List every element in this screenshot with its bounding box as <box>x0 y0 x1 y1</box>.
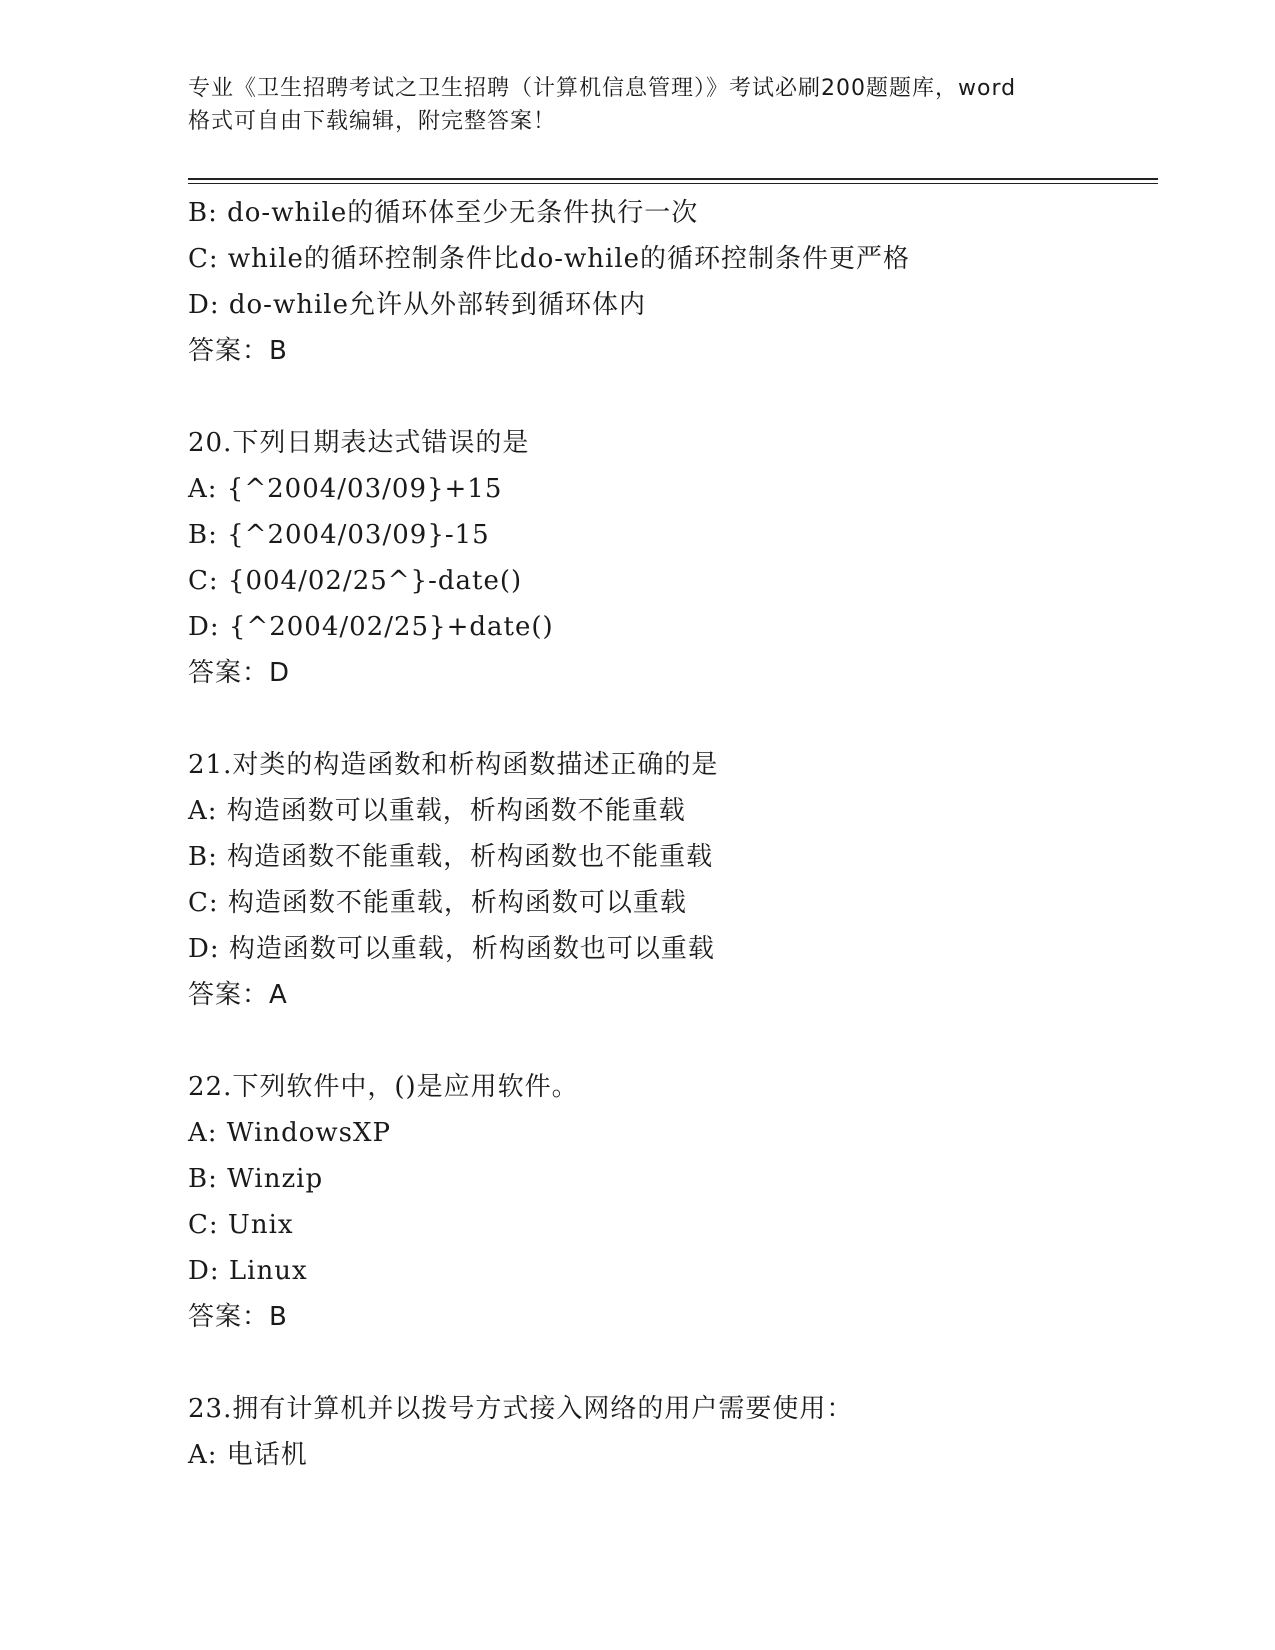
header-rule-thick <box>188 178 1158 180</box>
option-c: C: while的循环控制条件比do-while的循环控制条件更严格 <box>188 244 911 274</box>
question-title: 21.对类的构造函数和析构函数描述正确的是 <box>188 750 719 780</box>
answer-line: 答案：B <box>188 1302 288 1332</box>
question-21 <box>188 742 1148 1018</box>
question-list <box>188 190 1148 1478</box>
option-b: B: do-while的循环体至少无条件执行一次 <box>188 198 699 228</box>
question-23 <box>188 1386 1148 1478</box>
option-b: B: {^2004/03/09}-15 <box>188 520 490 550</box>
header-line-1: 专业《卫生招聘考试之卫生招聘（计算机信息管理）》考试必刷200题题库，word <box>188 76 1017 101</box>
question-20 <box>188 420 1148 696</box>
option-d: D: do-while允许从外部转到循环体内 <box>188 290 646 320</box>
answer-line: 答案：D <box>188 658 291 688</box>
option-c: C: 构造函数不能重载，析构函数可以重载 <box>188 888 687 918</box>
option-a: A: {^2004/03/09}+15 <box>188 474 503 504</box>
question-fragment <box>188 190 1148 374</box>
question-title: 23.拥有计算机并以拨号方式接入网络的用户需要使用： <box>188 1394 854 1424</box>
option-a: A: WindowsXP <box>188 1118 392 1148</box>
document-header <box>188 72 1088 138</box>
option-a: A: 构造函数可以重载，析构函数不能重载 <box>188 796 686 826</box>
question-22 <box>188 1064 1148 1340</box>
option-d: D: Linux <box>188 1256 308 1286</box>
option-d: D: 构造函数可以重载，析构函数也可以重载 <box>188 934 715 964</box>
option-c: C: Unix <box>188 1210 294 1240</box>
option-b: B: Winzip <box>188 1164 324 1194</box>
answer-line: 答案：B <box>188 336 288 366</box>
option-b: B: 构造函数不能重载，析构函数也不能重载 <box>188 842 714 872</box>
header-rule-thin <box>188 183 1158 184</box>
question-title: 22.下列软件中，()是应用软件。 <box>188 1072 579 1102</box>
option-a: A: 电话机 <box>188 1440 308 1470</box>
option-d: D: {^2004/02/25}+date() <box>188 612 554 642</box>
header-line-2: 格式可自由下载编辑，附完整答案！ <box>188 109 557 134</box>
question-title: 20.下列日期表达式错误的是 <box>188 428 530 458</box>
answer-line: 答案：A <box>188 980 288 1010</box>
option-c: C: {004/02/25^}-date() <box>188 566 523 596</box>
